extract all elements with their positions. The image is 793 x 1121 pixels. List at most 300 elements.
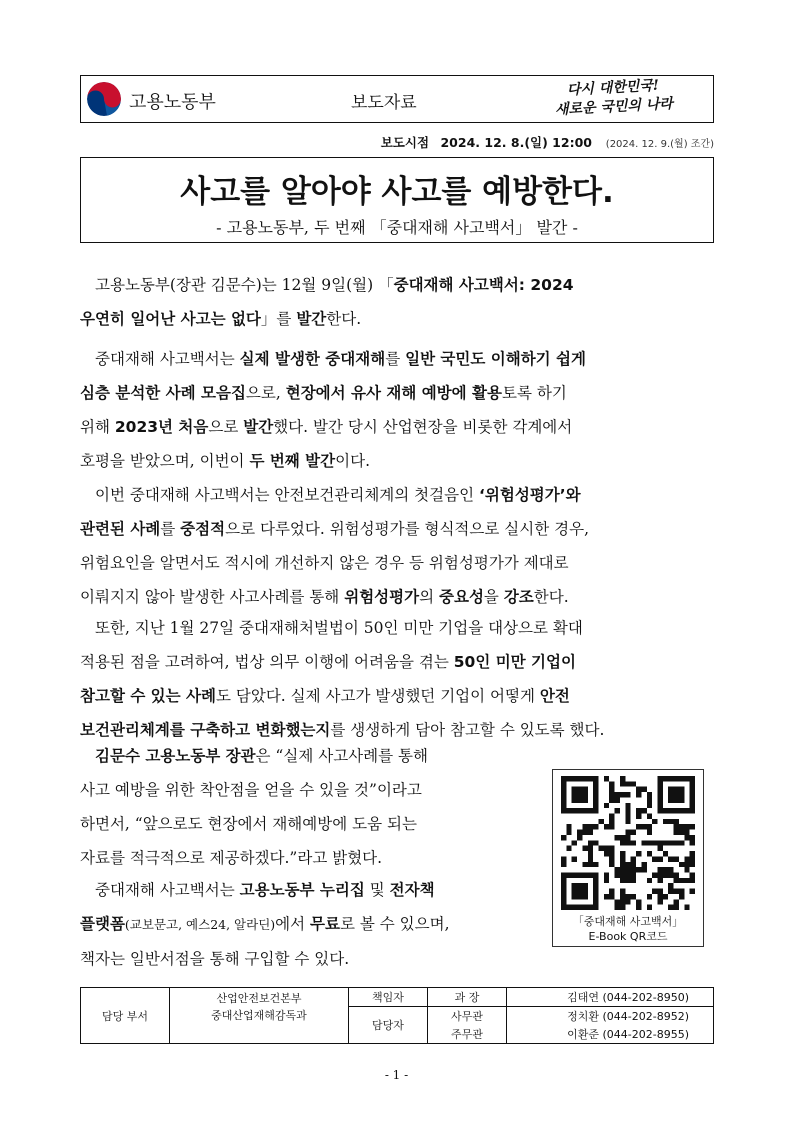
qr-module — [684, 824, 689, 829]
text-bold: 보건관리체계를 구축하고 변화했는지 — [80, 721, 331, 739]
qr-module — [561, 803, 566, 808]
qr-module — [636, 814, 641, 819]
text-bold: 안전 — [539, 687, 570, 705]
qr-module — [657, 872, 662, 877]
qr-module — [663, 808, 668, 813]
qr-module — [577, 808, 582, 813]
qr-module — [609, 862, 614, 867]
qr-module — [690, 824, 695, 829]
qr-module — [593, 803, 598, 808]
qr-module — [652, 856, 657, 861]
text-bold: 플랫폼 — [80, 915, 125, 933]
qr-module — [631, 781, 636, 786]
qr-module — [620, 840, 625, 845]
qr-module — [657, 787, 662, 792]
qr-module — [684, 856, 689, 861]
qr-module — [615, 835, 620, 840]
slogan-line-2: 새로운 국민의 나라 — [554, 95, 674, 119]
qr-module — [577, 894, 582, 899]
qr-module — [572, 797, 577, 802]
qr-module — [588, 856, 593, 861]
qr-module — [625, 830, 630, 835]
paragraph-4 — [80, 611, 714, 747]
government-emblem-icon — [87, 82, 121, 116]
qr-module — [588, 862, 593, 867]
qr-module — [674, 899, 679, 904]
qr-module — [577, 883, 582, 888]
qr-module — [652, 819, 657, 824]
text: 위해 — [80, 418, 115, 436]
qr-module — [636, 787, 641, 792]
qr-module — [625, 840, 630, 845]
text: 은 “실제 사고사례를 통해 — [255, 747, 428, 765]
qr-module — [620, 856, 625, 861]
qr-module — [620, 899, 625, 904]
qr-code-icon[interactable] — [561, 776, 695, 910]
qr-module — [668, 889, 673, 894]
qr-module — [577, 835, 582, 840]
qr-module — [631, 840, 636, 845]
document-type: 보도자료 — [351, 93, 417, 113]
qr-module — [572, 894, 577, 899]
qr-module — [582, 824, 587, 829]
qr-module — [609, 797, 614, 802]
qr-module — [647, 824, 652, 829]
qr-module — [679, 776, 684, 781]
qr-module — [588, 824, 593, 829]
qr-module — [577, 905, 582, 910]
qr-module — [684, 808, 689, 813]
qr-module — [668, 808, 673, 813]
text: 의 — [419, 588, 439, 606]
qr-module — [674, 787, 679, 792]
qr-module — [582, 787, 587, 792]
qr-module — [657, 894, 662, 899]
qr-module — [588, 905, 593, 910]
page-subtitle: - 고용노동부, 두 번째 「중대재해 사고백서」 발간 - — [216, 218, 578, 237]
qr-module — [657, 867, 662, 872]
embargo-label: 보도시점 — [380, 135, 430, 150]
qr-module — [593, 776, 598, 781]
qr-module — [615, 792, 620, 797]
qr-module — [668, 797, 673, 802]
qr-module — [588, 846, 593, 851]
qr-module — [641, 862, 646, 867]
qr-module — [561, 862, 566, 867]
qr-module — [668, 883, 673, 888]
text: 한다. — [533, 588, 569, 606]
text: 이번 중대재해 사고백서는 안전보건관리체계의 첫걸음인 — [95, 486, 479, 504]
qr-module — [647, 803, 652, 808]
qr-module — [657, 899, 662, 904]
qr-module — [620, 781, 625, 786]
contact-title: 과 장 — [428, 988, 507, 1007]
qr-module — [674, 830, 679, 835]
qr-module — [588, 830, 593, 835]
text: 이뤄지지 않아 발생한 사고사례를 통해 — [80, 588, 345, 606]
qr-module — [609, 851, 614, 856]
qr-module — [593, 883, 598, 888]
text: 중대재해 사고백서는 — [95, 350, 240, 368]
qr-module — [641, 824, 646, 829]
qr-module — [582, 792, 587, 797]
qr-module — [631, 856, 636, 861]
contact-name: 정치환 (044-202-8952) — [507, 1007, 714, 1026]
paragraph-1 — [80, 268, 714, 336]
qr-module — [561, 776, 566, 781]
qr-module — [609, 819, 614, 824]
text-bold: 발간 — [243, 418, 274, 436]
qr-module — [636, 867, 641, 872]
qr-module — [577, 787, 582, 792]
text: 위험요인을 알면서도 적시에 개선하지 않은 경우 등 위험성평가가 제대로 — [80, 554, 569, 572]
qr-module — [663, 776, 668, 781]
qr-module — [690, 797, 695, 802]
qr-module — [620, 867, 625, 872]
text: 한다. — [326, 310, 362, 328]
text: 토록 하기 — [501, 384, 567, 402]
qr-module — [572, 840, 577, 845]
text: 을 — [483, 588, 504, 606]
qr-module — [561, 781, 566, 786]
qr-module — [636, 824, 641, 829]
qr-module — [679, 824, 684, 829]
qr-module — [609, 792, 614, 797]
qr-module — [604, 878, 609, 883]
qr-module — [679, 878, 684, 883]
qr-module — [572, 776, 577, 781]
qr-module — [572, 792, 577, 797]
qr-module — [679, 830, 684, 835]
qr-module — [625, 803, 630, 808]
qr-module — [572, 787, 577, 792]
qr-module — [674, 878, 679, 883]
text-bold: 중요성 — [439, 588, 484, 606]
qr-module — [582, 872, 587, 877]
text: 및 — [364, 881, 390, 899]
qr-module — [561, 787, 566, 792]
qr-module — [690, 781, 695, 786]
qr-module — [631, 878, 636, 883]
qr-module — [561, 856, 566, 861]
qr-module — [609, 781, 614, 786]
qr-module — [572, 883, 577, 888]
qr-module — [641, 867, 646, 872]
qr-module — [647, 814, 652, 819]
text-bold: ‘위험성평가’와 — [479, 486, 581, 504]
text-bold: 참고할 수 있는 사례 — [80, 687, 216, 705]
qr-module — [588, 872, 593, 877]
qr-module — [604, 894, 609, 899]
qr-module — [615, 905, 620, 910]
qr-module — [674, 856, 679, 861]
qr-module — [668, 905, 673, 910]
qr-module — [572, 889, 577, 894]
contact-name: 김태연 (044-202-8950) — [507, 988, 714, 1007]
qr-module — [593, 787, 598, 792]
text: 호평을 받았으며, 이번이 — [80, 452, 250, 470]
text: 를 — [385, 350, 406, 368]
qr-module — [582, 846, 587, 851]
slogan-logo — [520, 74, 707, 122]
qr-caption-title: 「중대재해 사고백서」 — [572, 915, 684, 928]
qr-module — [674, 819, 679, 824]
qr-module — [674, 776, 679, 781]
qr-module — [625, 792, 630, 797]
qr-module — [566, 808, 571, 813]
qr-module — [572, 905, 577, 910]
text: 고용노동부(장관 김문수)는 12월 9일(월) 「 — [95, 276, 394, 294]
qr-module — [690, 803, 695, 808]
qr-module — [561, 883, 566, 888]
qr-module — [615, 899, 620, 904]
qr-module — [679, 840, 684, 845]
qr-module — [620, 776, 625, 781]
text-bold: 심층 분석한 사례 모음집 — [80, 384, 246, 402]
qr-module — [609, 846, 614, 851]
qr-module — [572, 808, 577, 813]
qr-module — [625, 867, 630, 872]
text-bold: 강조 — [503, 588, 534, 606]
qr-module — [625, 835, 630, 840]
qr-module — [604, 851, 609, 856]
text: 이다. — [335, 452, 370, 470]
qr-module — [615, 867, 620, 872]
qr-module — [625, 878, 630, 883]
qr-module — [625, 781, 630, 786]
paragraph-6 — [80, 873, 540, 976]
qr-module — [620, 862, 625, 867]
qr-module — [582, 808, 587, 813]
qr-module — [647, 851, 652, 856]
qr-module — [566, 776, 571, 781]
text: 하면서, “앞으로도 현장에서 재해예방에 도움 되는 — [80, 815, 417, 833]
qr-module — [561, 889, 566, 894]
qr-module — [609, 889, 614, 894]
qr-module — [636, 851, 641, 856]
qr-module — [625, 894, 630, 899]
qr-module — [577, 792, 582, 797]
qr-module — [604, 872, 609, 877]
qr-module — [690, 808, 695, 813]
qr-module — [663, 867, 668, 872]
qr-module — [641, 787, 646, 792]
qr-module — [679, 808, 684, 813]
qr-module — [652, 840, 657, 845]
text-bold: 위험성평가 — [344, 588, 420, 606]
qr-module — [561, 835, 566, 840]
qr-module — [593, 872, 598, 877]
qr-module — [631, 867, 636, 872]
qr-module — [663, 851, 668, 856]
text-bold: 중점적 — [180, 520, 226, 538]
qr-module — [566, 905, 571, 910]
qr-module — [588, 840, 593, 845]
text: 했다. 발간 당시 산업현장을 비롯한 각계에서 — [273, 418, 573, 436]
qr-module — [593, 797, 598, 802]
qr-module — [690, 851, 695, 856]
qr-module — [631, 894, 636, 899]
qr-module — [609, 787, 614, 792]
qr-module — [663, 894, 668, 899]
qr-module — [593, 889, 598, 894]
qr-module — [593, 894, 598, 899]
text-bold: 우연히 일어난 사고는 없다 — [80, 310, 261, 328]
text: 또한, 지난 1월 27일 중대재해처벌법이 50인 미만 기업을 대상으로 확대 — [95, 619, 583, 637]
text-bold: 두 번째 발간 — [249, 452, 336, 470]
qr-module — [647, 878, 652, 883]
qr-module — [674, 889, 679, 894]
qr-module — [674, 792, 679, 797]
qr-module — [684, 905, 689, 910]
qr-module — [657, 776, 662, 781]
paragraph-5 — [80, 739, 540, 875]
qr-module — [582, 797, 587, 802]
qr-module — [620, 878, 625, 883]
qr-module — [582, 889, 587, 894]
qr-module — [593, 808, 598, 813]
qr-module — [647, 905, 652, 910]
qr-module — [561, 872, 566, 877]
qr-module — [577, 776, 582, 781]
qr-module — [657, 808, 662, 813]
text-bold: 전자책 — [389, 881, 435, 899]
qr-module — [625, 808, 630, 813]
qr-module — [604, 846, 609, 851]
contact-title: 주무관 — [428, 1025, 507, 1044]
qr-module — [609, 824, 614, 829]
text: 」를 — [260, 310, 297, 328]
text-bold: 일반 국민도 이해하기 쉽게 — [405, 350, 586, 368]
qr-module — [668, 792, 673, 797]
qr-module — [631, 862, 636, 867]
qr-module — [657, 792, 662, 797]
embargo-datetime: 2024. 12. 8.(일) 12:00 — [440, 135, 592, 150]
text: 사고 예방을 위한 착안점을 얻을 수 있을 것”이라고 — [80, 781, 422, 799]
text: 적용된 점을 고려하여, 법상 의무 이행에 어려움을 겪는 — [80, 653, 454, 671]
qr-module — [599, 819, 604, 824]
qr-module — [566, 830, 571, 835]
qr-module — [620, 872, 625, 877]
qr-module — [593, 840, 598, 845]
text: 자료를 적극적으로 제공하겠다.”라고 밝혔다. — [80, 849, 383, 867]
qr-module — [561, 899, 566, 904]
qr-module — [620, 894, 625, 899]
ministry-name: 고용노동부 — [129, 92, 216, 113]
qr-module — [674, 872, 679, 877]
qr-module — [625, 872, 630, 877]
qr-module — [577, 872, 582, 877]
qr-module — [657, 781, 662, 786]
qr-module — [657, 878, 662, 883]
qr-module — [599, 846, 604, 851]
qr-module — [657, 797, 662, 802]
qr-module — [668, 872, 673, 877]
qr-module — [577, 797, 582, 802]
text-bold: 김문수 고용노동부 장관 — [95, 747, 256, 765]
qr-module — [582, 776, 587, 781]
qr-module — [609, 856, 614, 861]
qr-module — [668, 787, 673, 792]
qr-module — [690, 840, 695, 845]
qr-module — [582, 905, 587, 910]
text-bold: 무료 — [310, 915, 340, 933]
qr-module — [668, 856, 673, 861]
qr-module — [647, 894, 652, 899]
qr-module — [668, 867, 673, 872]
embargo-line — [80, 133, 714, 151]
qr-module — [561, 905, 566, 910]
qr-module — [674, 905, 679, 910]
qr-module — [684, 835, 689, 840]
qr-module — [674, 840, 679, 845]
qr-module — [690, 878, 695, 883]
qr-module — [674, 824, 679, 829]
qr-module — [684, 878, 689, 883]
qr-module — [668, 776, 673, 781]
qr-module — [690, 872, 695, 877]
qr-module — [690, 889, 695, 894]
contact-name: 이환준 (044-202-8955) — [507, 1025, 714, 1044]
qr-module — [615, 808, 620, 813]
qr-module — [582, 894, 587, 899]
qr-module — [577, 889, 582, 894]
qr-module — [668, 840, 673, 845]
qr-module — [561, 797, 566, 802]
qr-module — [625, 819, 630, 824]
text-bold: 중대재해 사고백서: 2024 — [393, 276, 574, 294]
qr-module — [577, 830, 582, 835]
qr-module — [647, 797, 652, 802]
qr-module — [631, 830, 636, 835]
qr-module — [561, 894, 566, 899]
qr-module — [647, 840, 652, 845]
qr-module — [647, 830, 652, 835]
qr-module — [657, 840, 662, 845]
qr-module — [679, 797, 684, 802]
text-bold: 관련된 사례 — [80, 520, 161, 538]
qr-module — [657, 846, 662, 851]
qr-module — [679, 894, 684, 899]
qr-module — [625, 814, 630, 819]
dept-name-1: 산업안전보건본부 — [216, 992, 302, 1005]
qr-module — [690, 835, 695, 840]
qr-module — [582, 830, 587, 835]
qr-module — [588, 851, 593, 856]
page-number: - 1 - — [384, 1068, 409, 1082]
qr-module — [636, 808, 641, 813]
qr-module — [679, 787, 684, 792]
staff-label: 담당자 — [349, 1007, 428, 1044]
qr-module — [566, 824, 571, 829]
qr-module — [647, 792, 652, 797]
qr-module — [572, 856, 577, 861]
qr-module — [690, 856, 695, 861]
text-bold: 실제 발생한 중대재해 — [239, 350, 386, 368]
qr-module — [593, 824, 598, 829]
qr-module — [620, 889, 625, 894]
qr-module — [615, 872, 620, 877]
text: 으로, — [245, 384, 286, 402]
qr-module — [609, 814, 614, 819]
qr-module — [690, 776, 695, 781]
qr-module — [620, 835, 625, 840]
qr-module — [620, 851, 625, 856]
paragraph-2 — [80, 342, 714, 478]
qr-module — [636, 899, 641, 904]
qr-module — [668, 819, 673, 824]
qr-module — [690, 862, 695, 867]
